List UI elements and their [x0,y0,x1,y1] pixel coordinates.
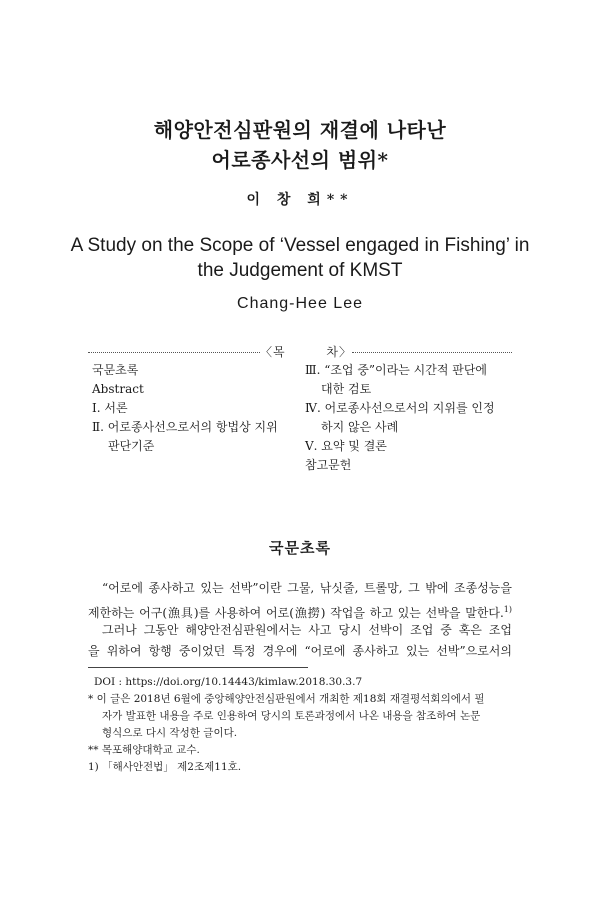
footnotes [88,674,512,776]
footnote-star-1: * 이 글은 2018년 6월에 중앙해양안전심판원에서 개최한 제18회 재결평석회의에서 필 [88,693,485,705]
toc-heading-right: 차〉 [326,345,352,359]
toc-item: 국문초록 [92,363,139,377]
author-korean: 이 창 희** [246,192,354,208]
toc-item: Ⅳ. 어로종사선으로서의 지위를 인정 [305,401,495,415]
toc-rule-left [88,352,260,353]
english-title-line-1: A Study on the Scope of ‘Vessel engaged in Fishing’ in [70,235,530,256]
abstract-paragraph-1 [88,578,512,624]
footnote-ref: 1) [503,605,512,614]
paragraph-line: “어로에 종사하고 있는 선박”이란 그물, 낚싯줄, 트롤망, 그 밖에 조종성능을 [102,581,512,595]
toc-rule-right [352,352,512,353]
footnote-star-1-cont: 자가 발표한 내용을 주로 인용하여 당시의 토론과정에서 나온 내용을 참조하여 논문 [102,710,481,722]
toc-item: Ⅴ. 요약 및 결론 [305,439,387,453]
footnote-doi: DOI : https://doi.org/10.14443/kimlaw.2018.30.3.7 [94,676,363,688]
toc-right-column [305,361,515,475]
footnote-divider [88,667,308,668]
author-english: Chang-Hee Lee [237,295,363,312]
toc-left-column [92,361,302,456]
toc-item: 하지 않은 사례 [321,420,399,434]
paragraph-line: 을 위하여 항행 중이었던 특정 경우에 “어로에 종사하고 있는 선박”으로서의 [88,644,512,658]
toc-item: Abstract [92,382,144,396]
toc-item: 참고문헌 [305,458,352,472]
toc-heading-left: 〈목 [260,345,286,359]
abstract-heading: 국문초록 [269,539,331,557]
toc-item: Ⅰ. 서론 [92,401,128,415]
toc-item: Ⅱ. 어로종사선으로서의 항법상 지위 [92,420,278,434]
abstract-paragraph-2 [88,620,512,662]
toc-item: Ⅲ. “조업 중”이라는 시간적 판단에 [305,363,488,377]
footnote-star-2: ** 목포해양대학교 교수. [88,744,200,756]
korean-title-line-1: 해양안전심판원의 재결에 나타난 [153,118,447,142]
footnote-star-1-cont: 형식으로 다시 작성한 글이다. [102,727,238,739]
footnote-1: 1) 「해사안전법」 제2조제11호. [88,761,242,773]
korean-title-line-2: 어로종사선의 범위* [211,148,389,172]
english-title-line-2: the Judgement of KMST [197,260,403,281]
toc-item: 판단기준 [108,439,155,453]
paragraph-text: 제한하는 어구(漁具)를 사용하여 어로(漁撈) 작업을 하고 있는 선박을 말한다. [88,606,504,620]
paragraph-line: 그러나 그동안 해양안전심판원에서는 사고 당시 선박이 조업 중 혹은 조업 [102,623,512,637]
toc-heading [260,344,352,360]
toc-item: 대한 검토 [321,382,372,396]
